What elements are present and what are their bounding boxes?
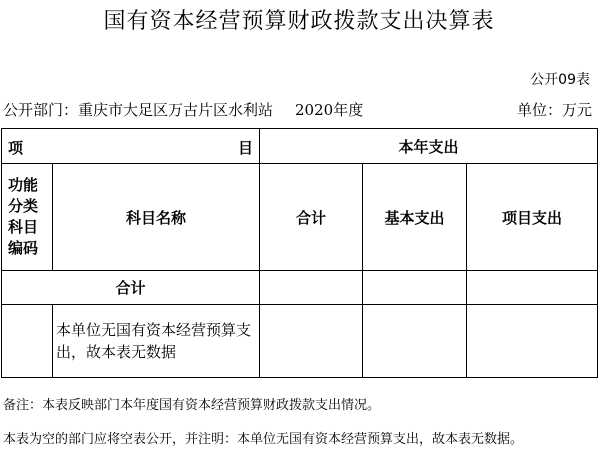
total-row-project — [467, 271, 598, 305]
note-row-project — [467, 305, 598, 378]
note-row-basic — [363, 305, 467, 378]
note-row-code — [2, 305, 53, 378]
item-header-right: 目 — [237, 139, 253, 157]
total-row-basic — [363, 271, 467, 305]
footnote-instruction: 本表为空的部门应将空表公开，并注明：本单位无国有资本经营预算支出，故本表无数据。 — [3, 432, 524, 447]
project-expense-header: 项目支出 — [467, 164, 598, 271]
form-code: 公开09表 — [530, 72, 590, 88]
basic-expense-header: 基本支出 — [363, 164, 467, 271]
unit-label: 单位：万元 — [516, 101, 592, 119]
total-row-label: 合计 — [2, 271, 260, 305]
page-title: 国有资本经营预算财政拨款支出决算表 — [103, 9, 495, 34]
department-name: 公开部门：重庆市大足区万古片区水利站 — [3, 101, 274, 119]
total-header: 合计 — [260, 164, 363, 271]
expense-table — [1, 128, 598, 378]
item-header-cell — [2, 129, 260, 164]
current-year-expense-header: 本年支出 — [260, 129, 598, 164]
note-row-text: 本单位无国有资本经营预算支出，故本表无数据 — [53, 305, 260, 378]
total-row — [2, 271, 598, 305]
subject-name-header: 科目名称 — [53, 164, 260, 271]
footnote-remark: 备注：本表反映部门本年度国有资本经营预算财政拨款支出情况。 — [3, 398, 381, 413]
func-code-header: 功能分类科目编码 — [2, 164, 53, 271]
note-row-sum — [260, 305, 363, 378]
item-header-left: 项 — [8, 139, 24, 157]
total-row-sum — [260, 271, 363, 305]
fiscal-year: 2020年度 — [295, 101, 364, 119]
note-row — [2, 305, 598, 378]
department-line — [3, 99, 363, 120]
